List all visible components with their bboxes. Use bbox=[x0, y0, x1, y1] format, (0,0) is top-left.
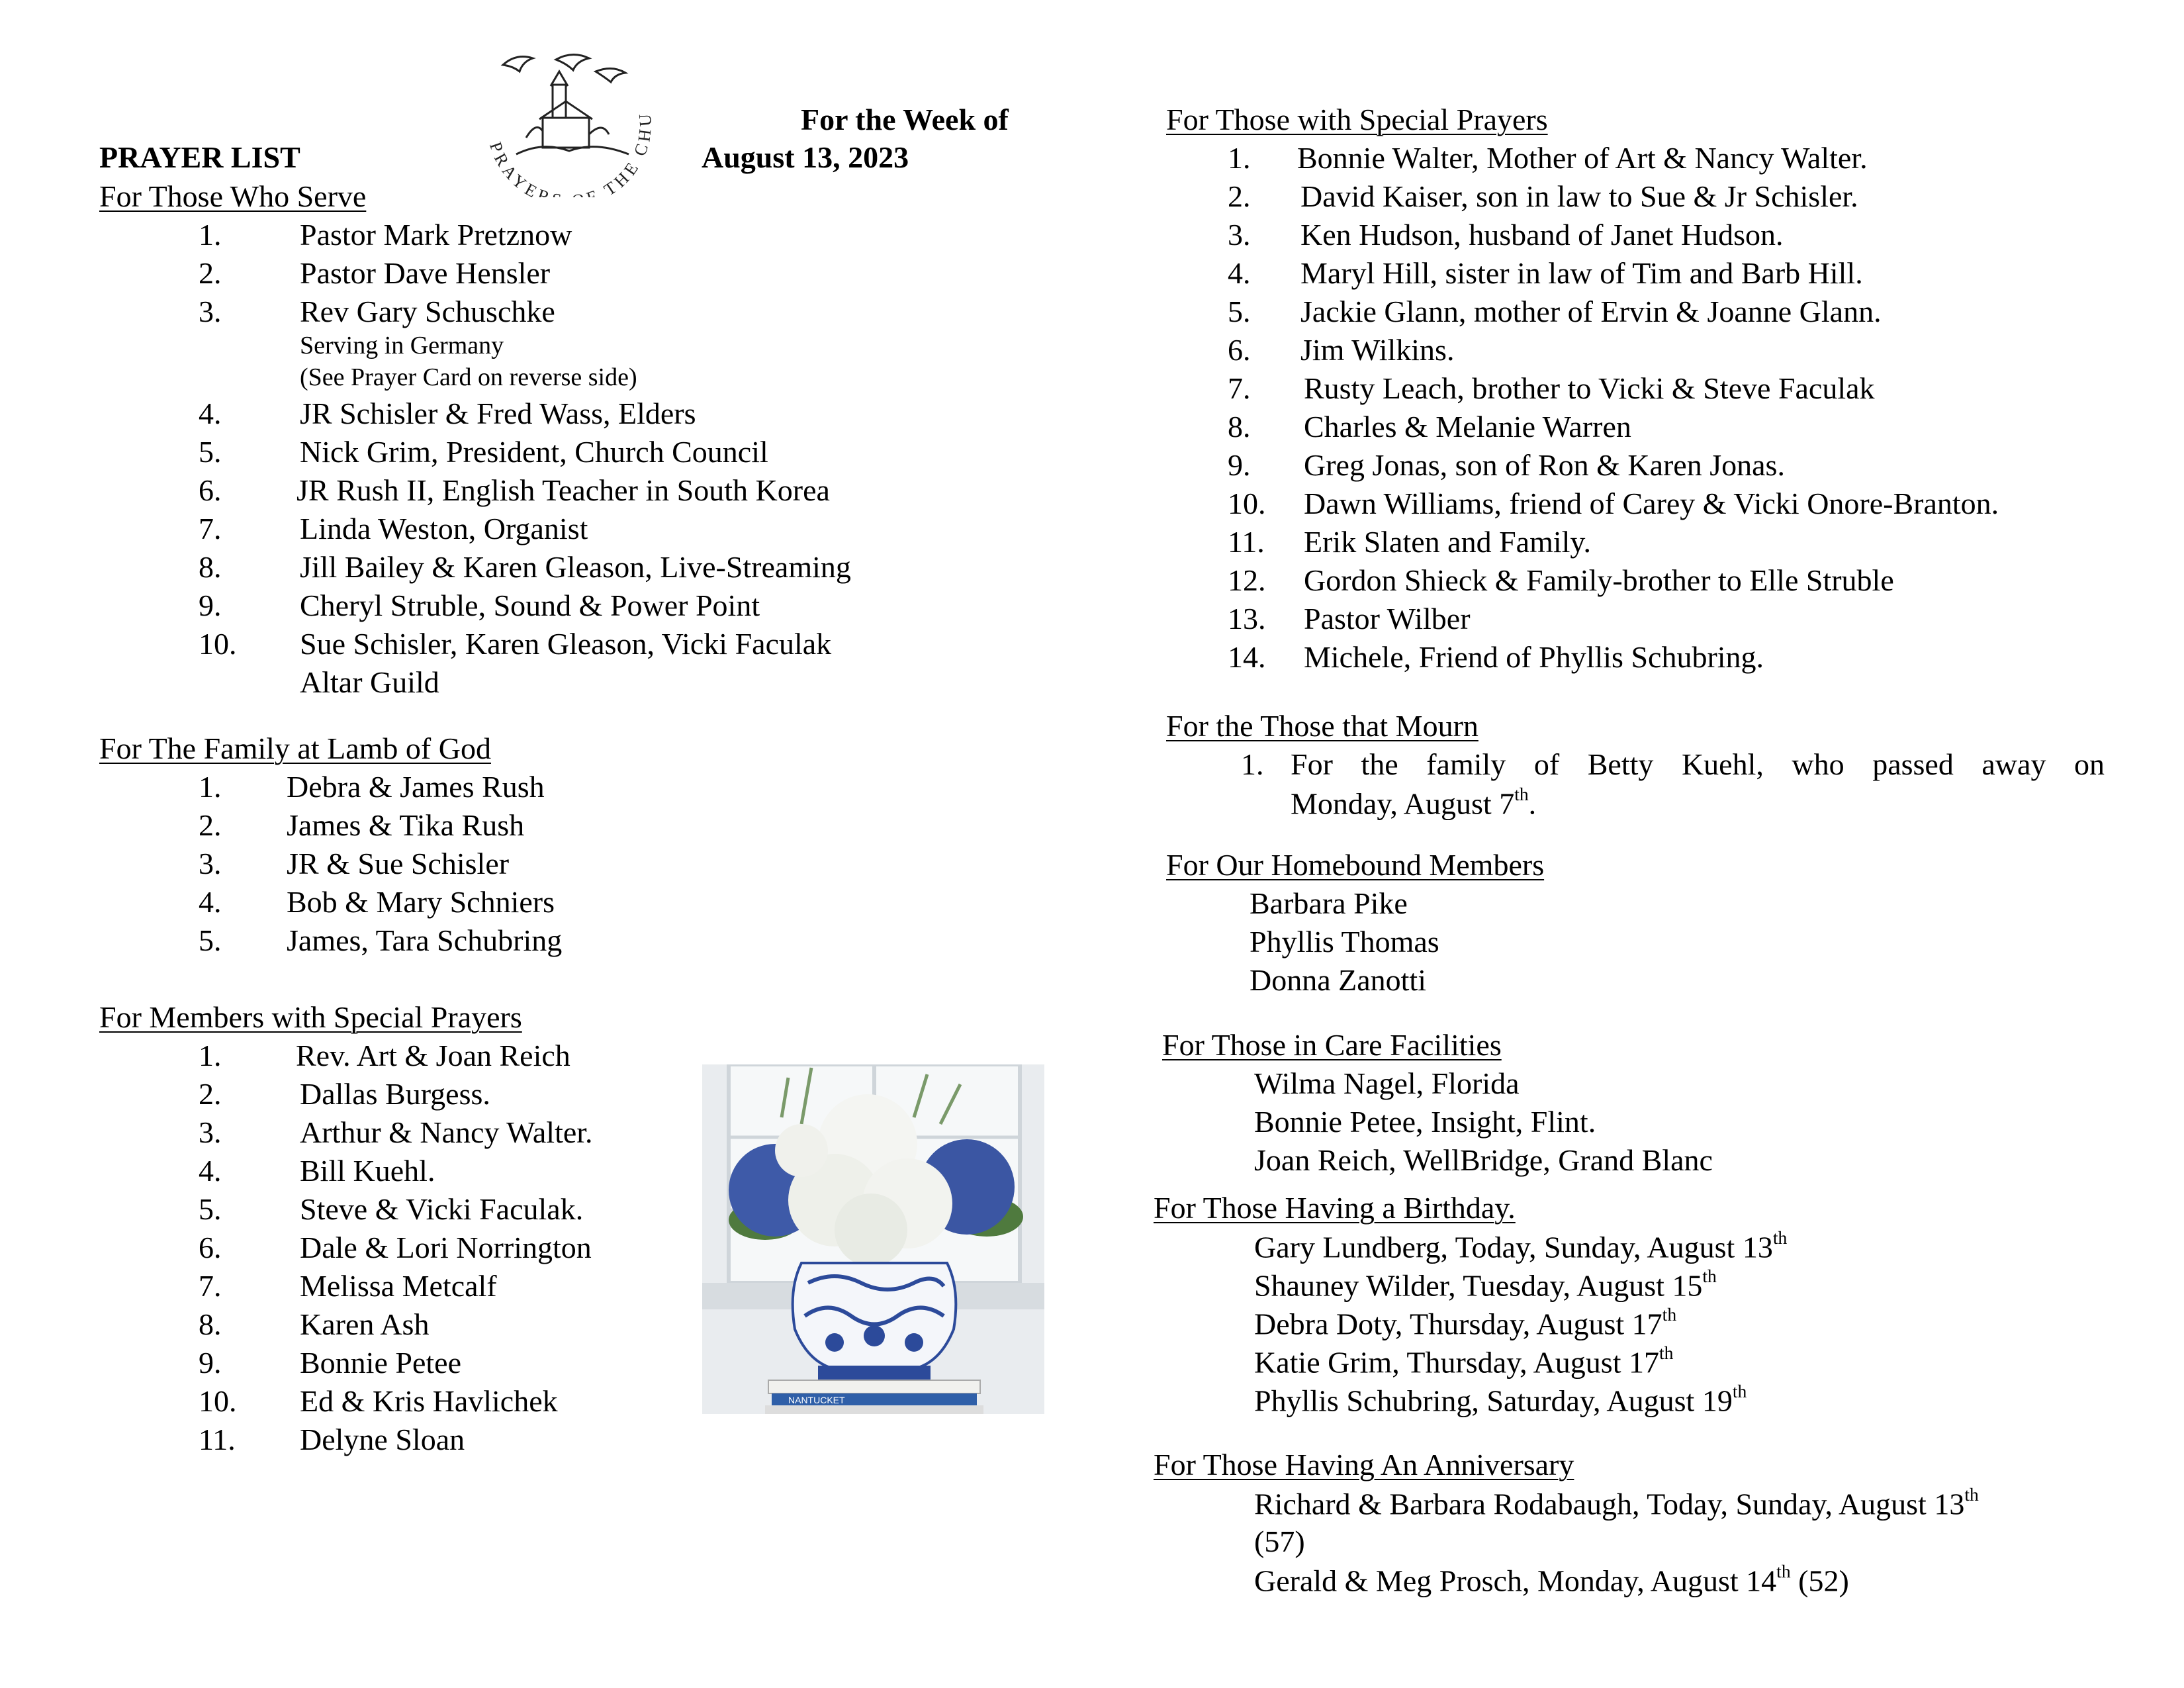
section-heading-members: For Members with Special Prayers bbox=[99, 1000, 522, 1034]
list-item: James & Tika Rush bbox=[287, 808, 525, 842]
list-item: 3. bbox=[199, 847, 222, 880]
list-item: Richard & Barbara Rodabaugh, Today, Sunday, August 13th bbox=[1254, 1483, 1979, 1521]
svg-text:PRAYERS OF THE CHURCH: PRAYER F THE CHU bbox=[485, 109, 656, 197]
list-item: James, Tara Schubring bbox=[287, 923, 563, 957]
section-heading-mourn: For the Those that Mourn bbox=[1166, 709, 1479, 743]
mourn-number: 1. bbox=[1241, 747, 1264, 781]
list-item: Greg Jonas, son of Ron & Karen Jonas. bbox=[1304, 448, 1785, 482]
list-item: Rev Gary Schuschke bbox=[300, 295, 555, 328]
book-spine-text: NANTUCKET bbox=[788, 1395, 845, 1405]
list-item: Dawn Williams, friend of Carey & Vicki Onore-Branton. bbox=[1304, 487, 1999, 520]
section-heading-care: For Those in Care Facilities bbox=[1162, 1028, 1502, 1062]
section-heading-birthday: For Those Having a Birthday. bbox=[1154, 1191, 1516, 1225]
list-item: 9. bbox=[1228, 448, 1251, 482]
list-item: 9. bbox=[199, 1346, 222, 1380]
list-item: Shauney Wilder, Tuesday, August 15th bbox=[1254, 1265, 1717, 1303]
list-item: Nick Grim, President, Church Council bbox=[300, 435, 768, 469]
list-item: Jim Wilkins. bbox=[1300, 333, 1455, 367]
list-item: 4. bbox=[199, 397, 222, 430]
list-item: Ed & Kris Havlichek bbox=[300, 1384, 558, 1418]
list-item: 13. bbox=[1228, 602, 1266, 635]
list-item: Arthur & Nancy Walter. bbox=[300, 1115, 593, 1149]
list-item: Ken Hudson, husband of Janet Hudson. bbox=[1300, 218, 1784, 252]
list-item: 7. bbox=[1228, 371, 1251, 405]
list-item: Debra & James Rush bbox=[287, 770, 545, 804]
list-item: 4. bbox=[199, 885, 222, 919]
list-item: 4. bbox=[199, 1154, 222, 1188]
list-item: Jackie Glann, mother of Ervin & Joanne Glann. bbox=[1300, 295, 1882, 328]
list-item: Barbara Pike bbox=[1250, 886, 1408, 920]
week-label: For the Week of bbox=[801, 103, 1009, 136]
list-item: 3. bbox=[1228, 218, 1251, 252]
list-item: Rusty Leach, brother to Vicki & Steve Faculak bbox=[1304, 371, 1875, 405]
list-item: 1. bbox=[199, 1039, 222, 1072]
list-item: Delyne Sloan bbox=[300, 1423, 465, 1456]
list-item: Karen Ash bbox=[300, 1307, 430, 1341]
list-item: 10. bbox=[1228, 487, 1266, 520]
list-item: 2. bbox=[199, 808, 222, 842]
list-item: 10. bbox=[199, 1384, 237, 1418]
list-item: Phyllis Schubring, Saturday, August 19th bbox=[1254, 1380, 1747, 1418]
list-item: 2. bbox=[199, 1077, 222, 1111]
list-item: 14. bbox=[1228, 640, 1266, 674]
list-item: Maryl Hill, sister in law of Tim and Barb Hill. bbox=[1300, 256, 1863, 290]
mourn-line-2: Monday, August 7th. bbox=[1291, 783, 1537, 821]
list-item: 5. bbox=[1228, 295, 1251, 328]
list-item: Michele, Friend of Phyllis Schubring. bbox=[1304, 640, 1764, 674]
list-item: Pastor Mark Pretznow bbox=[300, 218, 572, 252]
list-item: Bonnie Petee, Insight, Flint. bbox=[1254, 1105, 1596, 1139]
list-item: 3. bbox=[199, 295, 222, 328]
list-item: 7. bbox=[199, 1269, 222, 1303]
list-item: 9. bbox=[199, 588, 222, 622]
section-heading-serve: For Those Who Serve bbox=[99, 179, 367, 213]
list-item: 5. bbox=[199, 435, 222, 469]
section-heading-family: For The Family at Lamb of God bbox=[99, 731, 491, 765]
list-item: Donna Zanotti bbox=[1250, 963, 1426, 997]
list-item: Dallas Burgess. bbox=[300, 1077, 490, 1111]
week-date: August 13, 2023 bbox=[702, 140, 909, 174]
list-item: Charles & Melanie Warren bbox=[1304, 410, 1631, 444]
church-logo-icon bbox=[463, 45, 662, 197]
list-item: 4. bbox=[1228, 256, 1251, 290]
list-item: Gordon Shieck & Family-brother to Elle Struble bbox=[1304, 563, 1894, 597]
list-item: 1. bbox=[199, 218, 222, 252]
list-item: Jill Bailey & Karen Gleason, Live-Streaming bbox=[300, 550, 851, 584]
list-item: Bill Kuehl. bbox=[300, 1154, 435, 1188]
list-item: 6. bbox=[199, 473, 222, 507]
list-item: 8. bbox=[199, 550, 222, 584]
section-heading-special: For Those with Special Prayers bbox=[1166, 103, 1548, 136]
page-title: PRAYER LIST bbox=[99, 140, 300, 174]
list-item: Pastor Wilber bbox=[1304, 602, 1471, 635]
list-item: 5. bbox=[199, 923, 222, 957]
list-item: Dale & Lori Norrington bbox=[300, 1231, 592, 1264]
list-item: 1. bbox=[1228, 141, 1251, 175]
list-item: Altar Guild bbox=[300, 665, 439, 699]
list-item: 8. bbox=[199, 1307, 222, 1341]
list-item: JR Rush II, English Teacher in South Korea bbox=[296, 473, 830, 507]
list-item-note: Serving in Germany bbox=[300, 332, 504, 359]
list-item: Cheryl Struble, Sound & Power Point bbox=[300, 588, 760, 622]
list-item: 3. bbox=[199, 1115, 222, 1149]
list-item: Rev. Art & Joan Reich bbox=[296, 1039, 570, 1072]
list-item: JR & Sue Schisler bbox=[287, 847, 510, 880]
list-item: Wilma Nagel, Florida bbox=[1254, 1066, 1520, 1100]
list-item: 6. bbox=[199, 1231, 222, 1264]
flower-arrangement-photo bbox=[702, 1064, 1044, 1414]
list-item: Erik Slaten and Family. bbox=[1304, 525, 1591, 559]
list-item: Katie Grim, Thursday, August 17th bbox=[1254, 1342, 1674, 1380]
list-item: Joan Reich, WellBridge, Grand Blanc bbox=[1254, 1143, 1713, 1177]
list-item: David Kaiser, son in law to Sue & Jr Schisler. bbox=[1300, 179, 1858, 213]
list-item: 10. bbox=[199, 627, 237, 661]
list-item: Pastor Dave Hensler bbox=[300, 256, 551, 290]
list-item: Bonnie Petee bbox=[300, 1346, 461, 1380]
list-item: Phyllis Thomas bbox=[1250, 925, 1439, 959]
list-item: Bob & Mary Schniers bbox=[287, 885, 555, 919]
list-item-continuation: (57) bbox=[1254, 1524, 1305, 1558]
list-item: 6. bbox=[1228, 333, 1251, 367]
list-item: Debra Doty, Thursday, August 17th bbox=[1254, 1303, 1677, 1341]
list-item: Sue Schisler, Karen Gleason, Vicki Faculak bbox=[300, 627, 832, 661]
list-item: Bonnie Walter, Mother of Art & Nancy Walter. bbox=[1297, 141, 1868, 175]
section-heading-homebound: For Our Homebound Members bbox=[1166, 848, 1545, 882]
list-item: 2. bbox=[199, 256, 222, 290]
list-item: 12. bbox=[1228, 563, 1266, 597]
list-item: 7. bbox=[199, 512, 222, 545]
list-item: Gary Lundberg, Today, Sunday, August 13th bbox=[1254, 1227, 1788, 1264]
list-item-note: (See Prayer Card on reverse side) bbox=[300, 363, 637, 391]
list-item: Gerald & Meg Prosch, Monday, August 14th (52) bbox=[1254, 1560, 1849, 1598]
list-item: 5. bbox=[199, 1192, 222, 1226]
list-item: 8. bbox=[1228, 410, 1251, 444]
list-item: 11. bbox=[199, 1423, 236, 1456]
mourn-line-1: For the family of Betty Kuehl, who passed away on bbox=[1291, 747, 2105, 781]
list-item: Melissa Metcalf bbox=[300, 1269, 497, 1303]
list-item: 2. bbox=[1228, 179, 1251, 213]
section-heading-anniversary: For Those Having An Anniversary bbox=[1154, 1448, 1574, 1481]
list-item: 1. bbox=[199, 770, 222, 804]
list-item: Steve & Vicki Faculak. bbox=[300, 1192, 584, 1226]
church-logo bbox=[463, 45, 662, 197]
list-item: Linda Weston, Organist bbox=[300, 512, 588, 545]
list-item: 11. bbox=[1228, 525, 1265, 559]
list-item: JR Schisler & Fred Wass, Elders bbox=[300, 397, 696, 430]
flower-vase-image bbox=[702, 1064, 1044, 1414]
